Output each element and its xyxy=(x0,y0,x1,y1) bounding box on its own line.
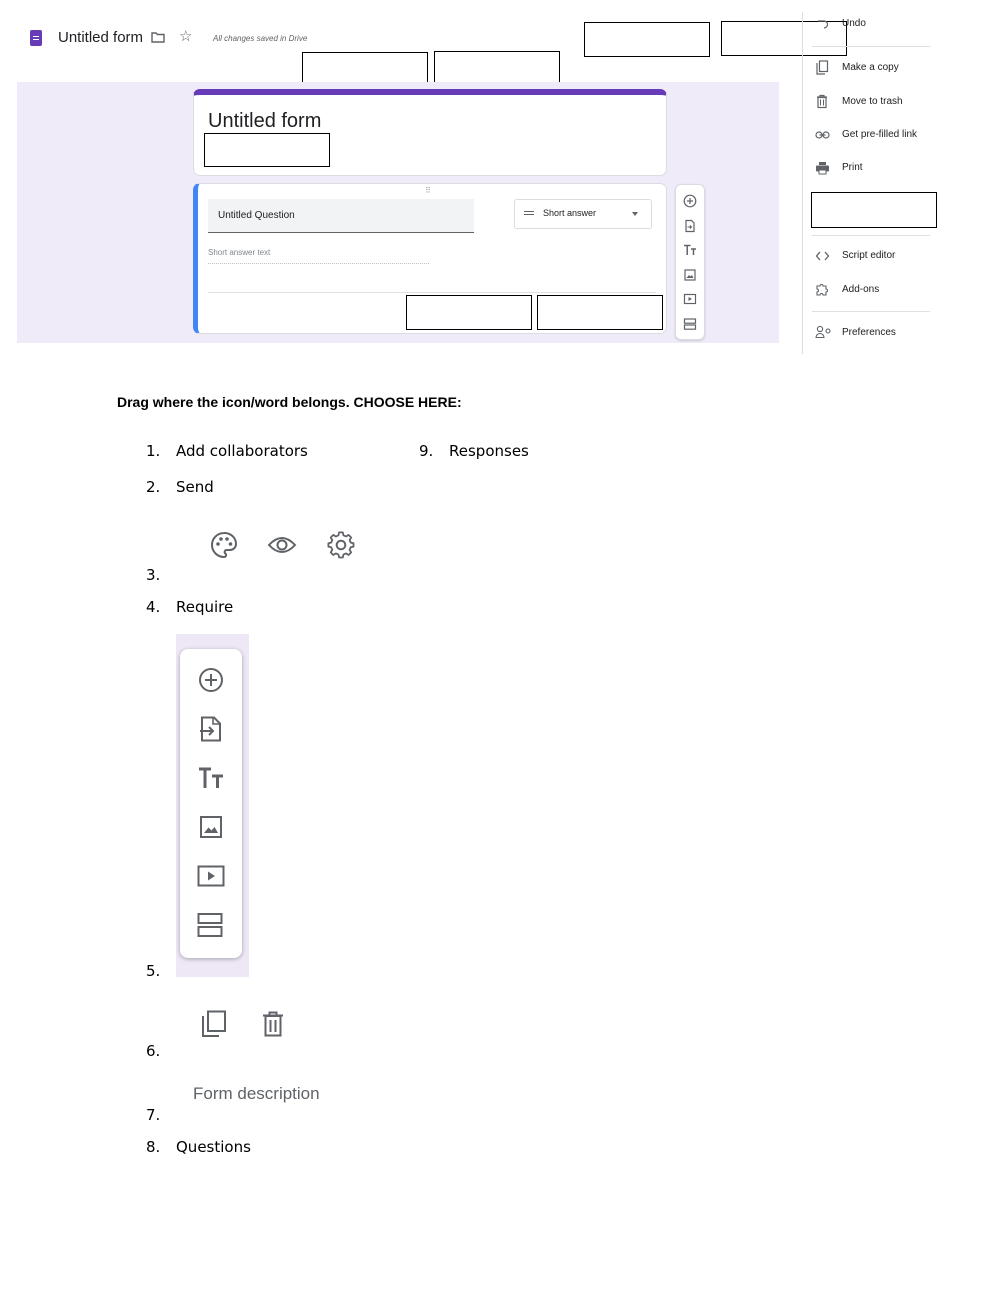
answer-box-7[interactable] xyxy=(537,295,663,330)
answer-option-customize-preview-settings[interactable] xyxy=(208,529,358,561)
answer-option-duplicate-delete[interactable] xyxy=(200,1009,290,1041)
answer-box-5[interactable] xyxy=(204,133,330,167)
star-icon[interactable]: ☆ xyxy=(179,28,193,45)
code-icon xyxy=(815,251,830,261)
title-text-icon[interactable] xyxy=(683,243,697,257)
answer-option-send[interactable]: Send xyxy=(176,478,214,496)
menu-item-undo[interactable]: Undo xyxy=(842,18,866,29)
save-status: All changes saved in Drive xyxy=(213,34,308,43)
copy-icon xyxy=(201,1010,227,1038)
video-icon xyxy=(197,865,225,887)
trash-icon xyxy=(815,94,829,109)
item-number: 4. xyxy=(146,598,161,616)
menu-item-preferences[interactable]: Preferences xyxy=(842,327,896,338)
eye-icon xyxy=(267,535,297,555)
short-answer-icon xyxy=(524,211,534,212)
question-type-label: Short answer xyxy=(543,208,597,218)
image-icon xyxy=(199,815,223,839)
item-number: 6. xyxy=(146,1042,161,1060)
form-title[interactable]: Untitled form xyxy=(58,29,144,46)
menu-border xyxy=(802,12,803,354)
menu-divider xyxy=(812,46,930,47)
short-answer-placeholder: Short answer text xyxy=(208,248,271,257)
menu-item-script-editor[interactable]: Script editor xyxy=(842,250,896,261)
palette-icon xyxy=(210,531,238,559)
answer-box-1[interactable] xyxy=(302,52,428,86)
section-icon xyxy=(197,912,223,938)
answer-option-add-collaborators[interactable]: Add collaborators xyxy=(176,442,308,460)
forms-doc-icon xyxy=(30,30,42,46)
answer-box-6[interactable] xyxy=(406,295,532,330)
trash-icon xyxy=(262,1011,284,1037)
menu-item-addons[interactable]: Add-ons xyxy=(842,284,880,295)
question-footer-divider xyxy=(208,292,656,293)
title-text-icon xyxy=(198,766,224,790)
preferences-icon xyxy=(815,325,832,339)
menu-item-print[interactable]: Print xyxy=(842,162,863,173)
gear-icon xyxy=(327,531,355,559)
menu-item-prefilled-link[interactable]: Get pre-filled link xyxy=(842,129,918,140)
form-title-heading[interactable]: Untitled form xyxy=(208,110,322,132)
undo-icon xyxy=(815,17,829,29)
menu-divider xyxy=(812,311,930,312)
item-number: 2. xyxy=(146,478,161,496)
answer-underline xyxy=(208,263,429,264)
answer-option-question-toolbar[interactable] xyxy=(180,649,242,958)
video-icon[interactable] xyxy=(683,292,697,306)
menu-divider xyxy=(812,235,930,236)
drag-handle-icon[interactable]: ⠿ xyxy=(425,186,432,195)
print-icon xyxy=(815,161,830,175)
item-number: 1. xyxy=(146,442,161,460)
instructions: Drag where the icon/word belongs. CHOOSE HERE: xyxy=(117,394,462,410)
folder-icon[interactable] xyxy=(151,31,165,43)
item-number: 8. xyxy=(146,1138,161,1156)
answer-option-require[interactable]: Require xyxy=(176,598,234,616)
add-question-icon[interactable] xyxy=(683,194,697,208)
answer-box-8[interactable] xyxy=(811,192,937,228)
answer-option-questions[interactable]: Questions xyxy=(176,1138,251,1156)
copy-icon xyxy=(815,60,829,76)
answer-option-responses[interactable]: Responses xyxy=(449,442,529,460)
answer-option-form-description[interactable]: Form description xyxy=(193,1084,320,1103)
chevron-down-icon xyxy=(632,212,638,216)
image-icon[interactable] xyxy=(683,268,697,282)
import-questions-icon[interactable] xyxy=(683,219,697,233)
import-questions-icon xyxy=(199,716,223,742)
menu-item-make-copy[interactable]: Make a copy xyxy=(842,62,899,73)
item-number: 9. xyxy=(419,442,434,460)
item-number: 7. xyxy=(146,1106,161,1124)
answer-box-3[interactable] xyxy=(584,22,710,57)
item-number: 5. xyxy=(146,962,161,980)
puzzle-icon xyxy=(815,282,830,297)
item-number: 3. xyxy=(146,566,161,584)
answer-box-2[interactable] xyxy=(434,51,560,85)
floating-toolbar xyxy=(675,184,705,340)
section-icon[interactable] xyxy=(683,317,697,331)
question-title[interactable]: Untitled Question xyxy=(218,210,295,221)
link-icon xyxy=(815,130,830,140)
menu-item-move-trash[interactable]: Move to trash xyxy=(842,96,903,107)
add-question-icon xyxy=(198,667,224,693)
